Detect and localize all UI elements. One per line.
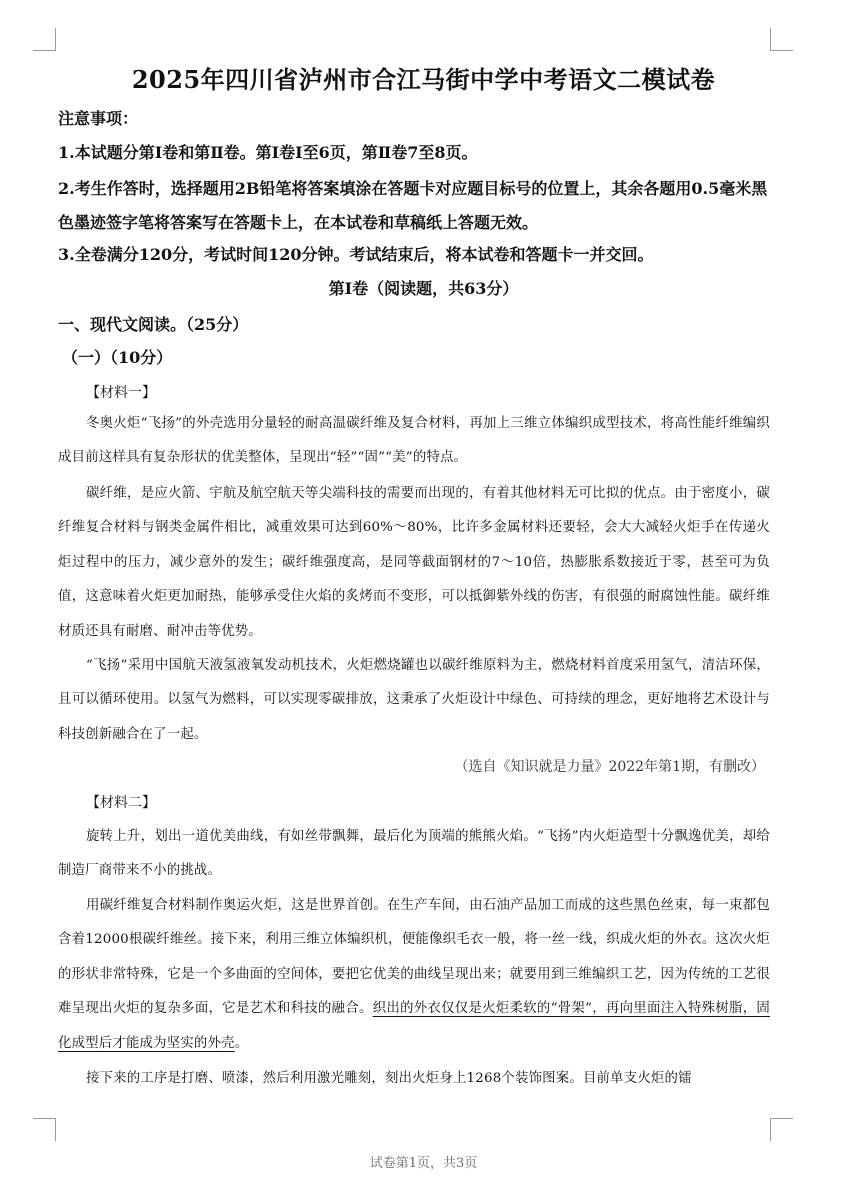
- underlined-sentence: 织出的外衣仅仅是火炬柔软的“骨架”，再向里面注入特殊树脂，固化成型后才能成为坚实的外壳: [58, 1001, 770, 1051]
- material-2-label: 【材料二】: [86, 795, 156, 811]
- material-1-label: 【材料一】: [86, 385, 156, 401]
- crop-mark-bottom-left: [33, 1118, 56, 1141]
- exam-title: 2025年四川省泸州市合江马街中学中考语文二模试卷: [131, 65, 716, 94]
- part-heading: 第Ⅰ卷（阅读题，共63分）: [328, 279, 519, 298]
- notice-item-2: 2.考生作答时，选择题用2B铅笔将答案填涂在答题卡对应题目标号的位置上，其余各题用0.5毫米黑色墨迹签字笔将答案写在答题卡上，在本试卷和草稿纸上答题无效。: [58, 179, 768, 232]
- material-1-source: （选自《知识就是力量》2022年第1期，有删改）: [454, 759, 765, 775]
- crop-mark-bottom-right: [770, 1118, 793, 1141]
- notice-item-1: 1.本试题分第Ⅰ卷和第Ⅱ卷。第Ⅰ卷Ⅰ至6页，第Ⅱ卷7至8页。: [58, 143, 478, 162]
- material-2-paragraph-2-text: 用碳纤维复合材料制作奥运火炬，这是世界首创。在生产车间，由石油产品加工而成的这些黑色丝束，每一束都包含着12000根碳纤维丝。接下来，利用三维立体编织机，便能像织毛衣一般，将一丝一线，织成火炬的外衣。这次火炬的形状非常特殊，它是一个多曲面的空间体，要把它优美的曲线呈现出来；就要用到三维编织工艺，因为传统的工艺很难呈现出火炬的复杂多面，它是艺术和科技的融合。: [58, 898, 770, 1017]
- subsection-heading: （一）（10分）: [62, 348, 173, 367]
- material-2-paragraph-1: 旋转上升，划出一道优美曲线，有如丝带飘舞，最后化为顶端的熊熊火焰。“飞扬”内火炬造型十分飘逸优美，却给制造厂商带来不小的挑战。: [58, 829, 770, 879]
- material-2-paragraph-2-end: 。: [234, 1035, 249, 1051]
- material-2-paragraph-2: [58, 889, 770, 1061]
- section-heading: 一、现代文阅读。（25分）: [58, 315, 249, 334]
- material-1-paragraph-2: 碳纤维，是应火箭、宇航及航空航天等尖端科技的需要而出现的，有着其他材料无可比拟的优点。由于密度小，碳纤维复合材料与钢类金属件相比，减重效果可达到60%～80%，比许多金属材料还要轻，会大大减轻火炬手在传递火炬过程中的压力，减少意外的发生；碳纤维强度高，是同等截面钢材的7～10倍，热膨胀系数接近于零，甚至可为负值，这意味着火炬更加耐热，能够承受住火焰的炙烤而不变形，可以抵御紫外线的伤害，有很强的耐腐蚀性能。碳纤维材质还具有耐磨、耐冲击等优势。: [58, 486, 770, 639]
- notice-heading: 注意事项：: [58, 109, 139, 128]
- material-1-paragraph-1: 冬奥火炬“飞扬”的外壳选用分量轻的耐高温碳纤维及复合材料，再加上三维立体编织成型技术，将高性能纤维编织成目前这样具有复杂形状的优美整体，呈现出“轻”“固”“美”的特点。: [58, 416, 770, 466]
- material-2-paragraph-3: 接下来的工序是打磨、喷漆，然后利用激光雕刻，刻出火炬身上1268个装饰图案。目前单支火炬的镭: [86, 1071, 692, 1086]
- material-1-paragraph-3: “飞扬”采用中国航天液氢液氧发动机技术，火炬燃烧罐也以碳纤维原料为主，燃烧材料首度采用氢气，清洁环保，且可以循环使用。以氢气为燃料，可以实现零碳排放，这秉承了火炬设计中绿色、可持续的理念，更好地将艺术设计与科技创新融合在了一起。: [58, 658, 770, 742]
- notice-item-3: 3.全卷满分120分，考试时间120分钟。考试结束后，将本试卷和答题卡一并交回。: [58, 245, 654, 264]
- page-footer: 试卷第1页，共3页: [369, 1156, 478, 1171]
- crop-mark-top-left: [33, 28, 56, 51]
- crop-mark-top-right: [770, 28, 793, 51]
